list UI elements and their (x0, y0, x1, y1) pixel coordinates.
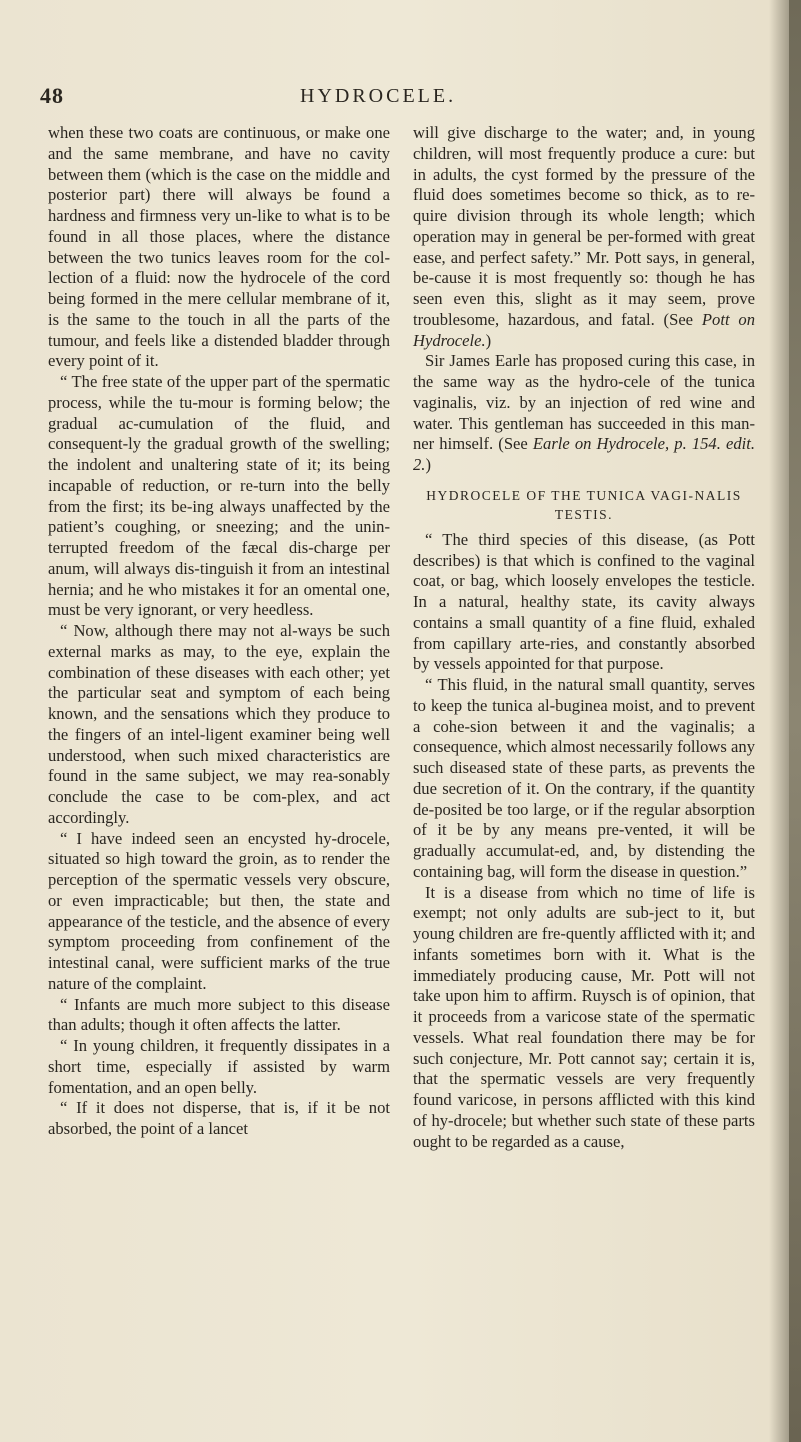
citation: Pott on Hydrocele. (413, 309, 755, 350)
paragraph: when these two coats are continuous, or make one and the same membrane, and have no cavity between them (which is the case on the middle and posterior part) there will always be found a hardness and firmness very un-like to what is to be found in all those places, where the distance between the two tunics leaves room for the col-lection of a fluid: now the hydrocele of the cord being formed in the mere cellular membrane of it, is the same to the touch in all the parts of the tumour, and feels like a distended bladder through every point of it. (48, 123, 390, 371)
page-header (40, 83, 760, 113)
page-edge-shadow (789, 0, 801, 1442)
paragraph-text: ) (425, 455, 431, 474)
left-column (48, 123, 390, 1140)
paragraph: “ This fluid, in the natural small quantity, serves to keep the tunica al-buginea moist, and to prevent a cohe-sion between it and the vaginalis; a consequence, which almost necessarily follows any such diseased state of these parts, as prevents the due secretion of it. On the contrary, if the quantity de-posited be too large, or if the regular absorption of it be by any means pre-vented, it will be gradually accumulat-ed, and, by distending the containing bag, will form the disease in question.” (413, 675, 755, 881)
paragraph: “ The third species of this disease, (as Pott describes) is that which is confined to the vaginal coat, or bag, which loosely envelopes the testicle. In a natural, healthy state, its cavity always contains a small quantity of a fine fluid, exhaled from capillary arte-ries, and constantly absorbed by vessels appointed for that purpose. (413, 529, 755, 674)
paragraph-text: ) (485, 330, 492, 350)
paragraph (413, 123, 755, 351)
paragraph: It is a disease from which no time of life is exempt; not only adults are sub-ject to it, but young children are fre-quently afflicted with it; and infants sometimes born with it. What is the immediately producing cause, Mr. Pott will not take upon him to affirm. Ruysch is of opinion, that it proceeds from a varicose state of the spermatic vessels. What real foundation there may be for such conjecture, Mr. Pott cannot say; certain it is, that the spermatic vessels are very frequently found varicose, in persons afflicted with this kind of hy-drocele; but whether such state of these parts ought to be regarded as a cause, (413, 882, 755, 1151)
paragraph (413, 351, 755, 476)
paragraph-text: will give discharge to the water; and, in young children, will most frequently produce a cure: but in adults, the cyst formed by the pressure of the fluid does sometimes become so thick, as to re-quire division through its whole length; which operation may in general be per-formed with great ease, and perfect safety.” Mr. Pott says, in general, be-cause it is most frequently so: though he has seen even this, slight as it may seem, prove troublesome, hazardous, and fatal. (See (413, 123, 755, 329)
paragraph: “ Infants are much more subject to this disease than adults; though it often affects the latter. (48, 994, 390, 1035)
paragraph: “ I have indeed seen an encysted hy-drocele, situated so high toward the groin, as to render the perception of the spermatic vessels very obscure, or even impracticable; but then, the state and appearance of the testicle, and the absence of every symptom proceeding from confinement of the intestinal canal, were sufficient marks of the true nature of the complaint. (48, 828, 390, 993)
right-column (413, 123, 755, 1152)
paragraph: “ The free state of the upper part of the spermatic process, while the tu-mour is forming below; the gradual ac-cumulation of the fluid, and consequent-ly the gradual growth of the swelling; the indolent and unaltering state of it; its being incapable of reduction, or re-turn into the belly from the first; its be-ing always unaffected by the patient’s coughing, or sneezing; and the unin-terrupted freedom of the fæcal dis-charge per anum, will always dis-tinguish it from an intestinal hernia; and he who mistakes it for an omental one, must be very ignorant, or very heedless. (48, 372, 390, 620)
paragraph: “ In young children, it frequently dissipates in a short time, especially if assisted by warm fomentation, and an open belly. (48, 1036, 390, 1097)
running-head: HYDROCELE. (300, 85, 457, 107)
page-number: 48 (40, 83, 64, 108)
paragraph-text: Sir James Earle has proposed curing this case, in the same way as the hydro-cele of the tunica vaginalis, viz. by an injection of red wine and water. This gentleman has succeeded in this man-ner himself. (See (413, 351, 755, 454)
section-heading: HYDROCELE OF THE TUNICA VAGI-NALIS TESTIS. (426, 487, 742, 522)
paragraph: “ Now, although there may not al-ways be such external marks as may, to the eye, explain the combination of these diseases with each other; yet the particular seat and symptom of each being known, and the sensations which they produce to the fingers of an intel-ligent examiner being well understood, when such mixed characteristics are found in the same subject, we may rea-sonably conclude the case to be com-plex, and act accordingly. (48, 621, 390, 827)
paragraph: “ If it does not disperse, that is, if it be not absorbed, the point of a lancet (48, 1098, 390, 1138)
citation: Earle on Hydrocele, p. 154. edit. 2. (413, 434, 755, 474)
